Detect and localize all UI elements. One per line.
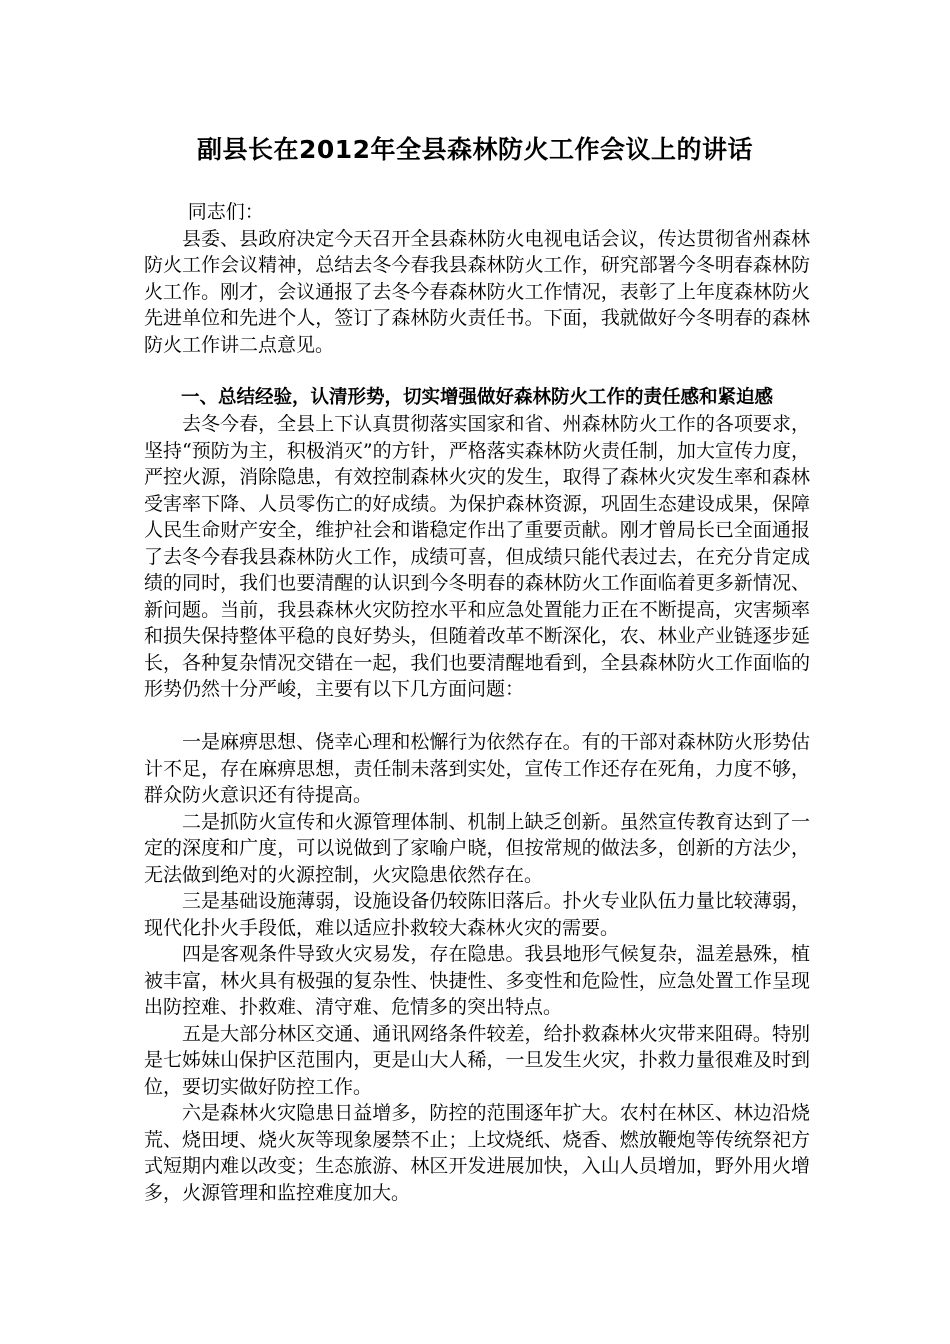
problem-paragraph: 三是基础设施薄弱，设施设备仍较陈旧落后。扑火专业队伍力量比较薄弱，现代化扑火手段低，难以适应扑救较大森林火灾的需要。 <box>144 890 810 939</box>
section-heading: 一、总结经验，认清形势，切实增强做好森林防火工作的责任感和紧迫感 <box>181 386 774 408</box>
problem-paragraph: 四是客观条件导致火灾易发，存在隐患。我县地形气候复杂，温差悬殊，植被丰富，林火具有极强的复杂性、快捷性、多变性和危险性，应急处置工作呈现出防控难、扑救难、清守难、危情多的突出特点。 <box>144 943 810 1018</box>
problem-paragraph: 五是大部分林区交通、通讯网络条件较差，给扑救森林火灾带来阻碍。特别是七姊妹山保护区范围内，更是山大人稀，一旦发生火灾，扑救力量很难及时到位，要切实做好防控工作。 <box>144 1022 810 1098</box>
intro-paragraph: 县委、县政府决定今天召开全县森林防火电视电话会议，传达贯彻省州森林防火工作会议精神，总结去冬今春我县森林防火工作，研究部署今冬明春森林防火工作。刚才，会议通报了去冬今春森林防火工作情况，表彰了上年度森林防火先进单位和先进个人，签订了森林防火责任书。下面，我就做好今冬明春的森林防火工作讲二点意见。 <box>144 227 810 356</box>
problem-paragraph: 六是森林火灾隐患日益增多，防控的范围逐年扩大。农村在林区、林边沿烧荒、烧田埂、烧火灰等现象屡禁不止；上坟烧纸、烧香、燃放鞭炮等传统祭祀方式短期内难以改变；生态旅游、林区开发进展加快，入山人员增加，野外用火增多，火源管理和监控难度加大。 <box>144 1102 810 1204</box>
document-body <box>144 199 810 1206</box>
paragraph-spacer <box>144 703 810 730</box>
section-paragraph: 去冬今春，全县上下认真贯彻落实国家和省、州森林防火工作的各项要求，坚持“预防为主，积极消灭”的方针，严格落实森林防火责任制，加大宣传力度，严控火源，消除隐患，有效控制森林火灾的发生，取得了森林火灾发生率和森林受害率下降、人员零伤亡的好成绩。为保护森林资源，巩固生态建设成果，保障人民生命财产安全，维护社会和谐稳定作出了重要贡献。刚才曾局长已全面通报了去冬今春我县森林防火工作，成绩可喜，但成绩只能代表过去，在充分肯定成绩的同时，我们也要清醒的认识到今冬明春的森林防火工作面临着更多新情况、新问题。当前，我县森林火灾防控水平和应急处置能力正在不断提高，灾害频率和损失保持整体平稳的良好势头，但随着改革不断深化，农、林业产业链逐步延长，各种复杂情况交错在一起，我们也要清醒地看到，全县森林防火工作面临的形势仍然十分严峻，主要有以下几方面问题： <box>144 413 810 700</box>
salutation: 同志们： <box>187 201 264 223</box>
problem-paragraph: 一是麻痹思想、侥幸心理和松懈行为依然存在。有的干部对森林防火形势估计不足，存在麻痹思想，责任制未落到实处，宣传工作还存在死角，力度不够，群众防火意识还有待提高。 <box>144 731 810 806</box>
problem-paragraph: 二是抓防火宣传和火源管理体制、机制上缺乏创新。虽然宣传教育达到了一定的深度和广度，可以说做到了家喻户晓，但按常规的做法多，创新的方法少，无法做到绝对的火源控制，火灾隐患依然存在。 <box>144 810 810 886</box>
document-title: 副县长在2012年全县森林防火工作会议上的讲话 <box>196 135 754 164</box>
paragraph-spacer <box>144 358 810 385</box>
